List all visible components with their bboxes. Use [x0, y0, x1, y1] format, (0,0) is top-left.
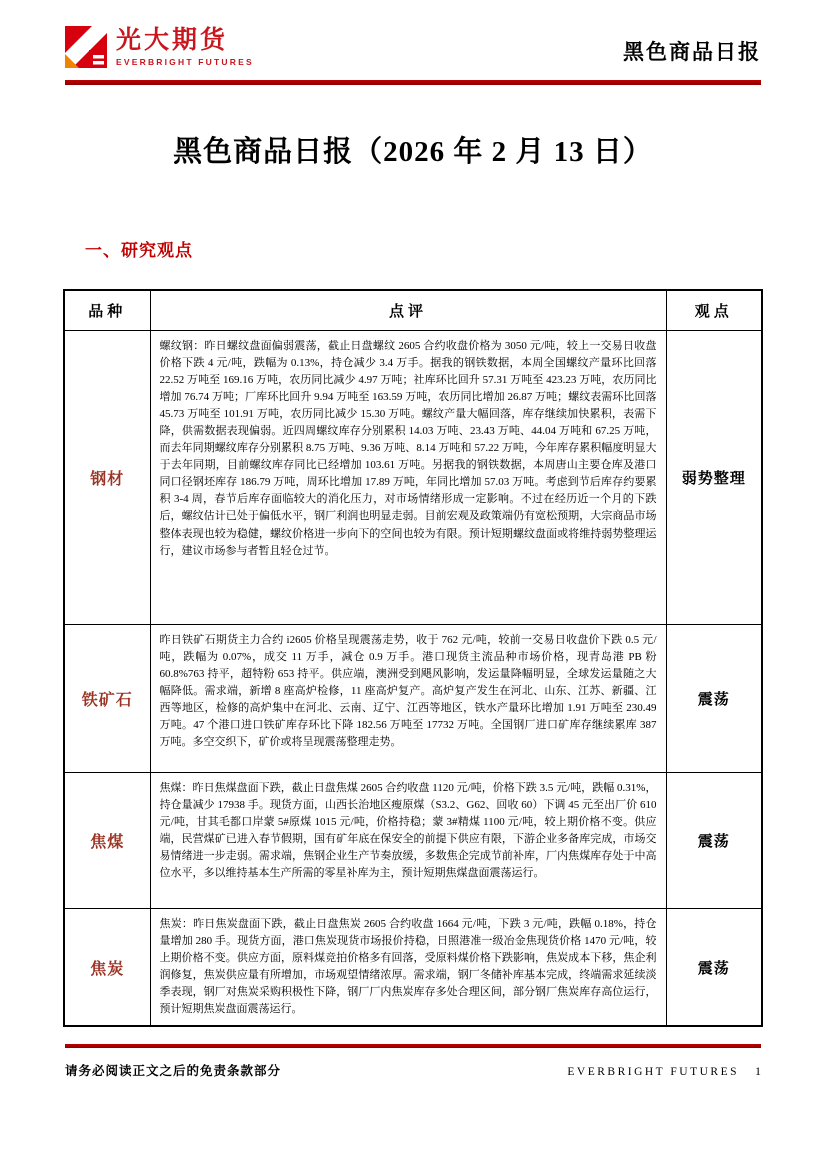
brand [65, 26, 254, 68]
view-cell: 震荡 [666, 625, 762, 773]
header [0, 0, 826, 74]
page-number: 1 [755, 1064, 761, 1078]
brand-name-en: EVERBRIGHT FUTURES [116, 56, 254, 67]
comment-cell: 昨日铁矿石期货主力合约 i2605 价格呈现震荡走势，收于 762 元/吨，较前一交易日收盘价下跌 0.5 元/吨，跌幅为 0.07%，成交 11 万手，减仓 0.9 万手。港口现货主流品种市场价格，现青岛港 PB 粉 60.8%763 持平，超特粉 653 持平。供应端，澳洲受到飓风影响，发运量降幅明显，全球发运量随之大幅降低。需求端，新增 8 座高炉检修，11 座高炉复产。高炉复产发生在河北、山东、江苏、新疆、江西等地区，检修的高炉集中在河北、云南、辽宁、江西等地区，铁水产量环比增加 1.91 万吨至 230.49 万吨。47 个港口进口铁矿库存环比下降 182.56 万吨至 17732 万吨。全国钢厂进口矿库存继续累库 387 万吨。多空交织下，矿价或将呈现震荡整理走势。 [150, 625, 666, 773]
table-row-steel [64, 331, 762, 625]
research-viewpoints-table [63, 289, 763, 1027]
table-row-coking-coal [64, 773, 762, 909]
disclaimer-text: 请务必阅读正文之后的免责条款部分 [65, 1064, 282, 1078]
column-header-variety: 品种 [64, 290, 150, 331]
variety-cell: 焦炭 [64, 909, 150, 1027]
page-title: 黑色商品日报（2026 年 2 月 13 日） [173, 136, 653, 168]
column-header-view: 观点 [666, 290, 762, 331]
view-cell: 弱势整理 [666, 331, 762, 625]
footer-right [567, 1064, 761, 1079]
variety-cell: 焦煤 [64, 773, 150, 909]
column-header-comment: 点评 [150, 290, 666, 331]
table-row-iron-ore [64, 625, 762, 773]
variety-cell: 钢材 [64, 331, 150, 625]
comment-cell: 螺纹钢：昨日螺纹盘面偏弱震荡，截止日盘螺纹 2605 合约收盘价格为 3050 元/吨，较上一交易日收盘价格下跌 4 元/吨，跌幅为 0.13%，持仓减少 3.4 万手。据我的钢铁数据，本周全国螺纹产量环比回落 22.52 万吨至 169.16 万吨，农历同比减少 4.97 万吨；社库环比回升 57.31 万吨至 423.23 万吨，农历同比增加 76.74 万吨；厂库环比回升 9.94 万吨至 163.59 万吨，农历同比增加 26.87 万吨；螺纹表需环比回落 45.73 万吨至 101.91 万吨，农历同比减少 15.30 万吨。螺纹产量大幅回落，库存继续加快累积，表需下降，供需数据表现偏弱。近四周螺纹库存分别累积 14.03 万吨、23.43 万吨、44.04 万吨和 67.25 万吨，而去年同期螺纹库存分别累积 8.75 万吨、9.36 万吨、8.14 万吨和 57.22 万吨，今年库存累积幅度明显大于去年同期，目前螺纹库存同比已经增加 103.61 万吨。另据我的钢铁数据，本周唐山主要仓库及港口同口径钢坯库存 186.79 万吨，周环比增加 17.89 万吨，年同比增加 57.03 万吨。考虑到节后库存约要累积 3-4 周，春节后库存面临较大的消化压力，对市场情绪形成一定影响。不过在经历近一个月的下跌后，螺纹估计已处于偏低水平，钢厂利润也明显走弱。目前宏观及政策端仍有宽松预期，大宗商品市场整体表现也较为稳健，螺纹价格进一步向下的空间也较为有限。预计短期螺纹盘面或将维持弱势整理运行，建议市场参与者暂且轻仓过节。 [150, 331, 666, 625]
footer-row [65, 1061, 761, 1079]
variety-cell: 铁矿石 [64, 625, 150, 773]
footer-brand: EVERBRIGHT FUTURES [567, 1066, 739, 1078]
table-header-row [64, 290, 762, 331]
section-heading: 一、研究观点 [85, 241, 193, 260]
report-type-label: 黑色商品日报 [623, 40, 761, 64]
table-row-coke [64, 909, 762, 1027]
comment-cell: 焦炭：昨日焦炭盘面下跌，截止日盘焦炭 2605 合约收盘 1664 元/吨，下跌 3 元/吨，跌幅 0.18%，持仓量增加 280 手。现货方面，港口焦炭现货市场报价持稳，日照港准一级冶金焦现货价格 1470 元/吨，较上期价格不变。供应方面，原料煤竞拍价格多有回落，受原料煤价格下跌影响，焦炭成本下移，焦企利润修复，焦炭供应量有所增加，市场观望情绪浓厚。需求端，钢厂冬储补库基本完成，终端需求延续淡季表现，钢厂对焦炭采购积极性下降，钢厂厂内焦炭库存多处合理区间，部分钢厂焦炭库存高位运行，预计短期焦炭盘面震荡运行。 [150, 909, 666, 1027]
footer-divider [65, 1044, 761, 1048]
brand-name-cn: 光大期货 [116, 25, 229, 54]
comment-cell: 焦煤：昨日焦煤盘面下跌，截止日盘焦煤 2605 合约收盘 1120 元/吨，价格下跌 3.5 元/吨，跌幅 0.31%，持仓量减少 17938 手。现货方面，山西长治地区瘦原煤（S3.2、G62、回收 60）下调 45 元至出厂价 610 元/吨，甘其毛都口岸蒙 5#原煤 1015 元/吨，价格持稳；蒙 3#精煤 1100 元/吨，较上期价格不变。供应端，民营煤矿已进入春节假期，国有矿年底在保安全的前提下供应有限，下游企业多备库完成，市场交易情绪进一步走弱。需求端，焦钢企业生产节奏放缓，多数焦企完成节前补库，厂内焦煤库存处于中高位水平，多以维持基本生产所需的零星补库为主，预计短期焦煤盘面震荡运行。 [150, 773, 666, 909]
brand-text [116, 25, 254, 67]
footer [65, 1044, 761, 1079]
header-divider [65, 80, 761, 85]
view-cell: 震荡 [666, 773, 762, 909]
view-cell: 震荡 [666, 909, 762, 1027]
everbright-logo-icon [65, 26, 107, 68]
